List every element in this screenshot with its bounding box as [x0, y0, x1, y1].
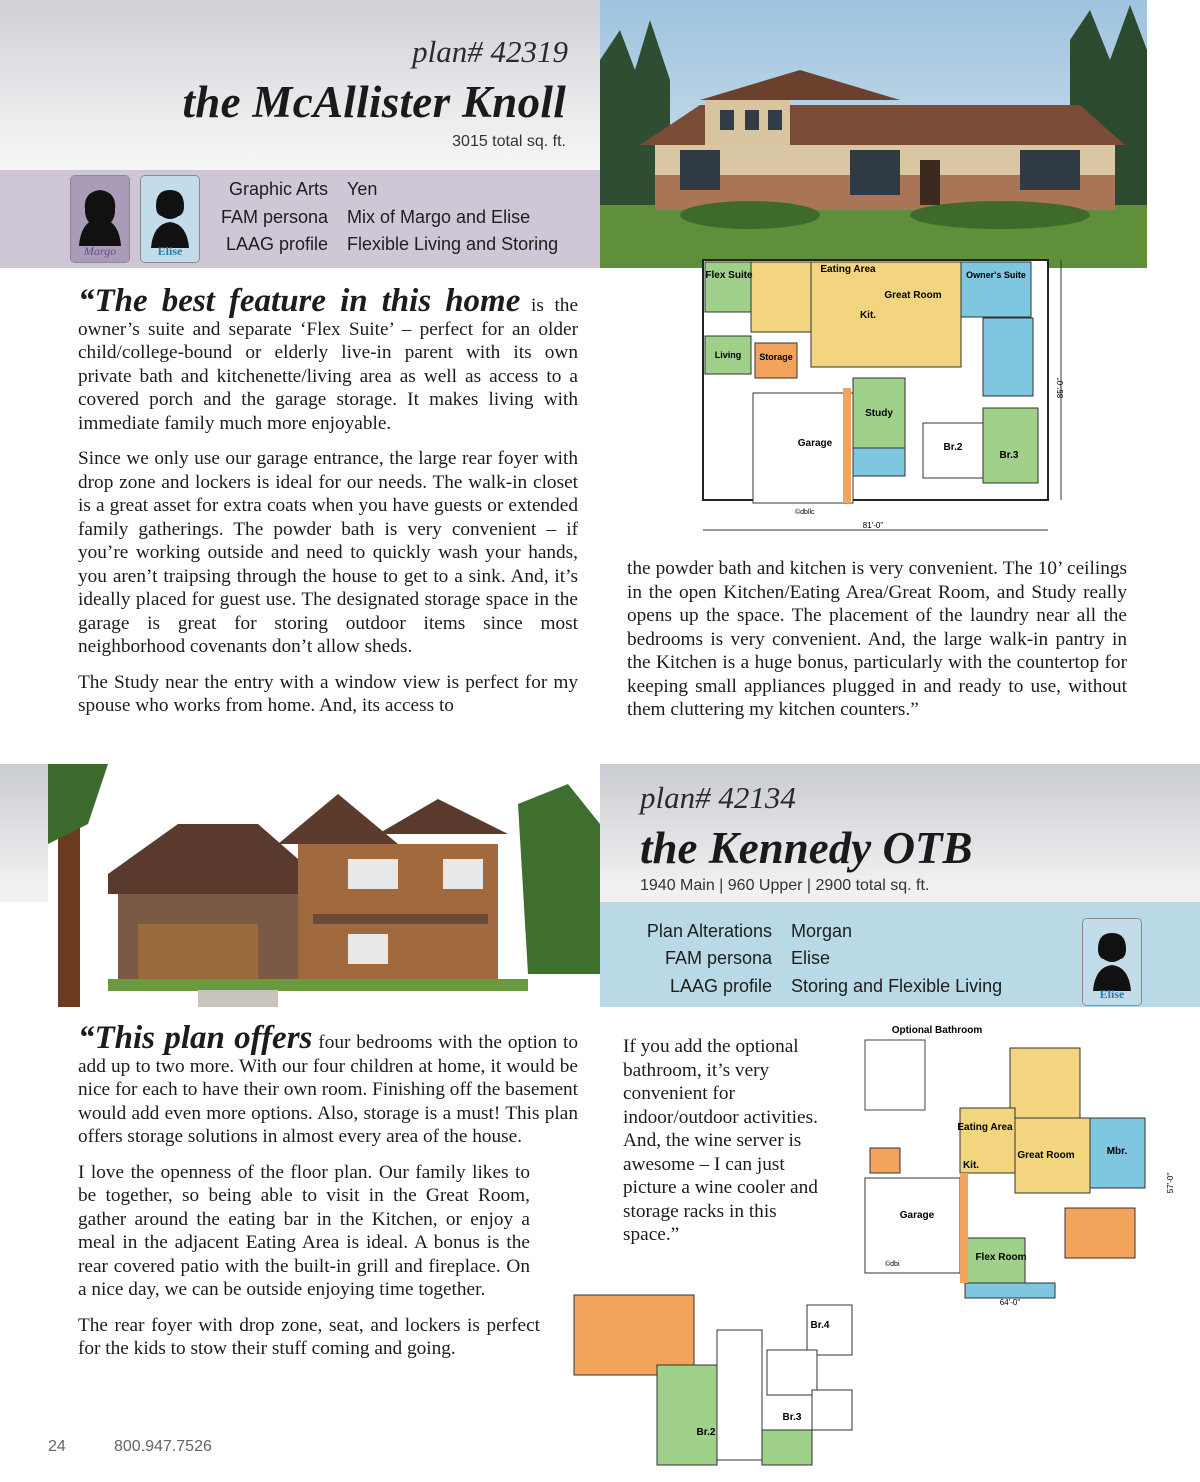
persona-name: Elise [157, 244, 183, 258]
depth-dimension: 57'-0" [1166, 1172, 1175, 1194]
room-label: Br.3 [999, 450, 1019, 461]
plan1-number: plan# 42319 [412, 34, 568, 69]
width-dimension: 64'-0" [999, 1298, 1021, 1307]
plan2-testimonial-left [78, 1020, 578, 1373]
floorplan-title: Optional Bathroom [891, 1025, 983, 1036]
info-label: LAAG profile [669, 976, 772, 996]
info-label: Graphic Arts [228, 179, 328, 199]
room-label: Flex Room [975, 1252, 1027, 1263]
room-label: Garage [899, 1210, 935, 1221]
plan1-testimonial-left [78, 283, 579, 730]
info-label: FAM persona [220, 207, 328, 227]
info-value: Morgan [791, 921, 853, 941]
plan1-title: the McAllister Knoll [182, 77, 566, 127]
room-label: Br.3 [782, 1412, 802, 1423]
testimonial-paragraph: The rear foyer with drop zone, seat, and lockers is perfect for the kids to stow their stuff coming and going. [78, 1314, 540, 1359]
room-label: Owner's Suite [966, 270, 1026, 280]
room-label: Storage [759, 352, 793, 362]
plan2-square-footage: 1940 Main | 960 Upper | 2900 total sq. ft. [640, 877, 930, 894]
page-number: 24 [48, 1438, 66, 1455]
pull-quote-lead: “The best feature in this home [78, 283, 521, 319]
info-value: Yen [347, 179, 378, 199]
copyright-credit: ©dbllc [795, 509, 815, 516]
testimonial-paragraph [78, 283, 579, 435]
floorplan-kennedy-upper [572, 1290, 862, 1470]
testimonial-paragraph [78, 1020, 578, 1149]
room-label: Study [865, 408, 893, 419]
testimonial-paragraph: If you add the optional bathroom, it’s very convenient for indoor/outdoor activities. And, the wine server is awesome – I can just picture a wine cooler and storage racks in this space.” [623, 1036, 818, 1245]
info-label: LAAG profile [225, 234, 328, 254]
testimonial-paragraph: the powder bath and kitchen is very convenient. The 10’ ceilings in the open Kitchen/Eating Area/Great Room, and Study really opens up the space. The placement of the laundry near all the bedrooms is very convenient. And, the large walk-in pantry in the Kitchen is a huge bonus, particularly with the countertop for keeping small appliances plugged in and ready to use, without them cluttering my kitchen counters.” [627, 558, 1127, 720]
plan1-testimonial-right [627, 557, 1127, 734]
house-rendering-mcallister [600, 0, 1147, 268]
room-label: Great Room [884, 290, 942, 301]
room-label: Kit. [859, 310, 877, 321]
room-label: Br.4 [810, 1320, 830, 1331]
plan1-info-band [0, 170, 600, 268]
testimonial-paragraph: I love the openness of the floor plan. Our family likes to be together, so being able to visit in the Great Room, gather around the eating bar in the Kitchen, or enjoy a meal in the adjacent Eating Area is ideal. A bonus is the rear covered patio with the built-in grill and fireplace. On a nice day, we can be outside enjoying time together. [78, 1161, 530, 1300]
room-label: Flex Suite [705, 270, 753, 281]
plan1-square-footage: 3015 total sq. ft. [452, 133, 566, 150]
persona-name: Margo [83, 244, 117, 258]
pull-quote-lead: “This plan offers [78, 1020, 313, 1056]
room-label: Great Room [1017, 1150, 1075, 1161]
room-label: Mbr. [1106, 1146, 1128, 1157]
paragraph-text: is the owner’s suite and separate ‘Flex Suite’ – perfect for an older child/college-bound or elderly live-in parent with its own private bath and kitchenette/living area as well as access to a covered porch and the garage storage. It makes living with immediate family much more enjoyable. [78, 295, 579, 434]
plan2-title: the Kennedy OTB [640, 823, 973, 873]
persona-name: Elise [1099, 987, 1125, 1001]
room-label: Eating Area [957, 1122, 1013, 1133]
testimonial-paragraph: Since we only use our garage entrance, the large rear foyer with drop zone and lockers is ideal for our needs. The walk-in closet is a great asset for extra coats when you have guests or extended family gatherings. The powder bath is very convenient – if you’re working outside and need to quickly wash your hands, you aren’t traipsing through the house to get to a sink. And, it’s ideally placed for guest use. The designated storage space in the garage is great for storing outdoor items since most neighborhood covenants don’t allow sheds. [78, 448, 578, 657]
info-label: FAM persona [664, 948, 772, 968]
plan2-number: plan# 42134 [640, 780, 796, 815]
info-value: Storing and Flexible Living [791, 976, 1003, 996]
info-value: Flexible Living and Storing [347, 234, 559, 254]
room-label: Living [714, 350, 742, 360]
info-value: Elise [791, 948, 831, 968]
info-value: Mix of Margo and Elise [347, 207, 531, 227]
room-label: Kit. [962, 1160, 980, 1171]
floorplan-mcallister [693, 248, 1069, 538]
testimonial-paragraph: The Study near the entry with a window view is perfect for my spouse who works from home. And, its access to [78, 671, 578, 716]
floorplan-kennedy-main [805, 1018, 1180, 1308]
info-label: Plan Alterations [646, 921, 772, 941]
room-label: Garage [797, 438, 833, 449]
plan2-side-quote [623, 1035, 825, 1259]
width-dimension: 81'-0" [862, 521, 884, 530]
house-rendering-kennedy [48, 764, 600, 1007]
phone-number: 800.947.7526 [114, 1438, 212, 1455]
copyright-credit: ©dbi [885, 1261, 900, 1268]
paragraph-text: four bedrooms with the option to add up to two more. With our four children at home, it would be nice for each to have their own room. Finishing off the basement would add even more options. Also, storage is a must! This plan offers storage solutions in almost every area of the house. [78, 1032, 578, 1147]
room-label: Br.2 [943, 442, 963, 453]
persona-avatar-elise [1082, 918, 1142, 1006]
room-label: Eating Area [820, 264, 876, 275]
room-label: Br.2 [696, 1427, 716, 1438]
plan2-info-band [600, 902, 1200, 1007]
depth-dimension: 85'-0" [1056, 377, 1065, 399]
